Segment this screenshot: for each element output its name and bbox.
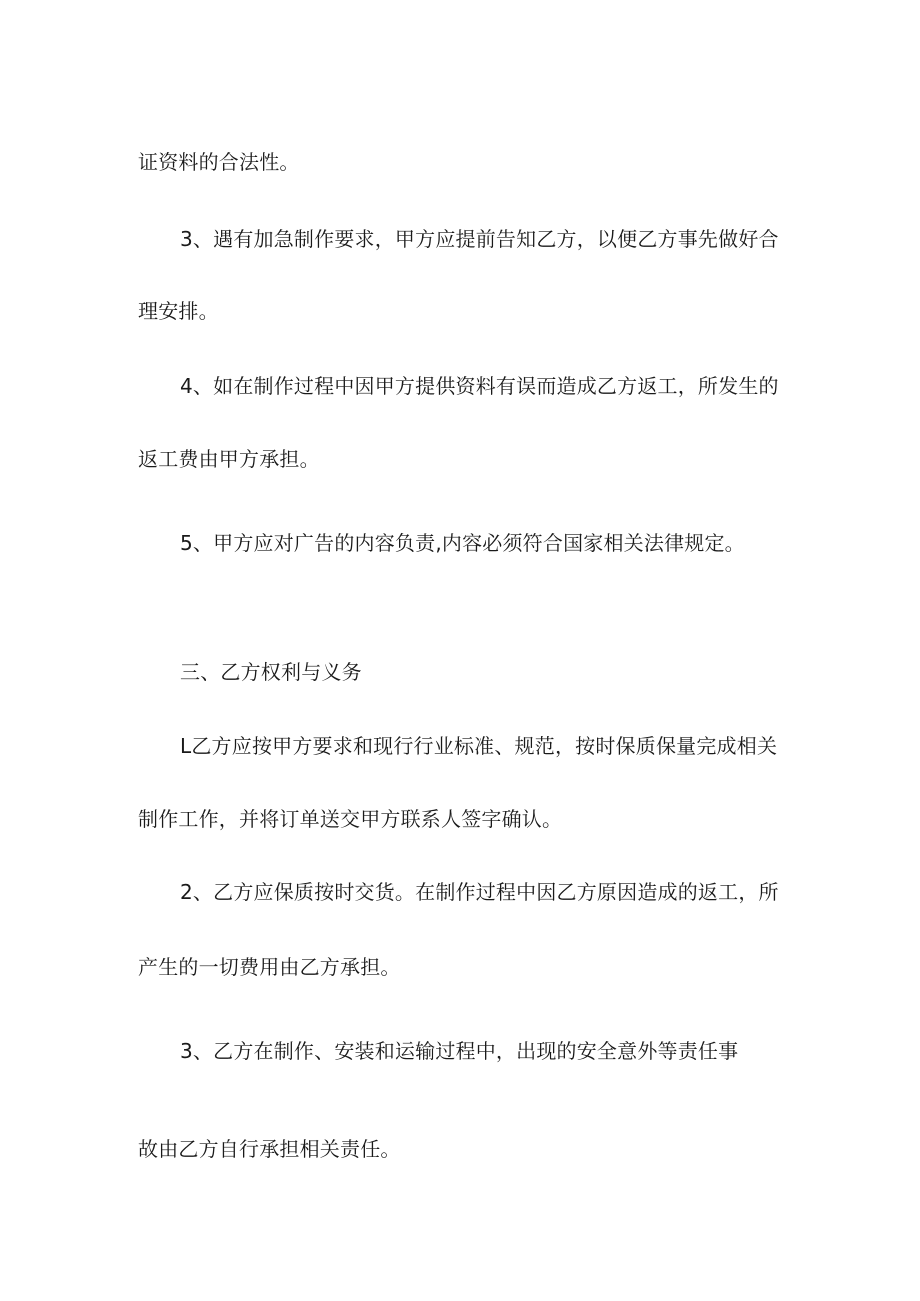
section-heading: 三、乙方权利与义务	[180, 660, 362, 684]
paragraph-line: 理安排。	[138, 299, 219, 323]
paragraph-line: L乙方应按甲方要求和现行行业标准、规范，按时保质保量完成相关	[180, 734, 778, 758]
paragraph-line: 3、遇有加急制作要求，甲方应提前告知乙方，以便乙方事先做好合	[180, 227, 779, 251]
paragraph-line: 产生的一切费用由乙方承担。	[138, 955, 401, 979]
paragraph-line: 5、甲方应对广告的内容负责,内容必须符合国家相关法律规定。	[180, 531, 745, 555]
paragraph-line: 制作工作，并将订单送交甲方联系人签字确认。	[138, 807, 563, 831]
paragraph-line: 证资料的合法性。	[138, 150, 300, 174]
paragraph-line: 3、乙方在制作、安装和运输过程中，出现的安全意外等责任事	[180, 1039, 739, 1063]
paragraph-line: 故由乙方自行承担相关责任。	[138, 1137, 401, 1161]
paragraph-line: 2、乙方应保质按时交货。在制作过程中因乙方原因造成的返工，所	[180, 880, 779, 904]
paragraph-line: 4、如在制作过程中因甲方提供资料有误而造成乙方返工，所发生的	[180, 374, 779, 398]
paragraph-line: 返工费由甲方承担。	[138, 447, 320, 471]
